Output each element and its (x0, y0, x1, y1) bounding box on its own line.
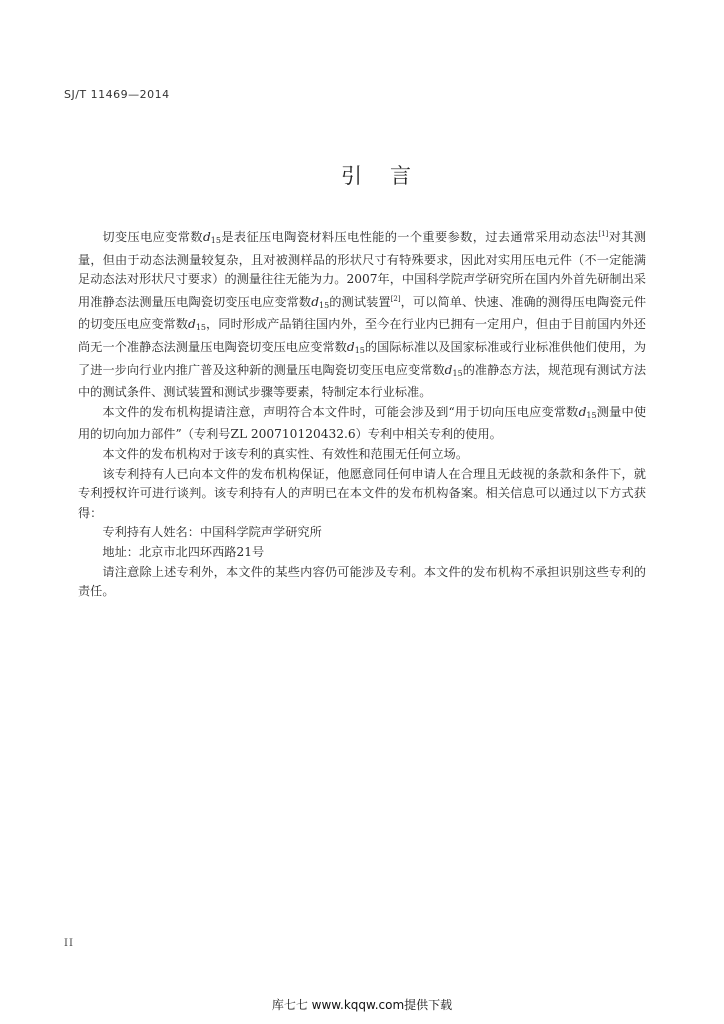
symbol-d: d (444, 362, 453, 377)
symbol-d: d (188, 317, 196, 332)
reference-marker: [1] (598, 230, 609, 238)
text-run: 测量中使用的切向加力部件”（专利号ZL 200710120432.6）专利中相关专利的使用。 (78, 404, 647, 442)
symbol-subscript: 15 (210, 236, 221, 245)
reference-marker: [2] (390, 294, 401, 303)
symbol-subscript: 15 (319, 300, 330, 310)
paragraph-address: 地址：北京市北四环西路21号 (102, 544, 265, 559)
section-title: 引言 (341, 164, 439, 188)
paragraph-other-patents: 请注意除上述专利外，本文件的某些内容仍可能涉及专利。本文件的发布机构不承担识别这些专利的责任。 (78, 564, 646, 599)
paragraph-patent-holder-name: 专利持有人姓名：中国科学院声学研究所 (102, 525, 322, 540)
symbol-subscript: 15 (586, 410, 597, 420)
symbol-d: d (346, 339, 355, 354)
text-run: 切变压电应变常数 (102, 230, 203, 244)
paragraph-patent-holder-guarantee: 该专利持有人已向本文件的发布机构保证，他愿意同任何申请人在合理且无歧视的条款和条件下，就专利授权许可进行谈判。该专利持有人的声明已在本文件的发布机构备案。相关信息可以通过以下方式获得： (78, 466, 646, 520)
page-number: II (64, 938, 74, 949)
text-run: ，同时形成产品销往国内外，至今在行业内已拥有一定用户，但由于目前国内外还尚无一个准静态法测量压电陶瓷切变压电应变常数 (78, 317, 646, 354)
text-run: 的测试装置 (329, 294, 391, 309)
text-run: 本文件的发布机构提请注意，声明符合本文件时，可能会涉及到“用于切向压电应变常数 (102, 404, 579, 419)
symbol-d: d (578, 404, 587, 419)
text-run: ，可以简单、快速、准确的测得压电陶瓷元件的切变压电应变常数 (78, 294, 647, 332)
text-run: 的国际标准以及国家标准或行业标准供他们使用，为了进一步向行业内推广普及这种新的测量压电陶瓷切变压电应变常数 (78, 339, 647, 377)
standard-code: SJ/T 11469—2014 (64, 88, 170, 101)
symbol-d: d (202, 230, 211, 244)
paragraph-patent-notice (78, 403, 646, 445)
paragraph-intro (78, 225, 646, 403)
text-run: 的准静态方法，规范现有测试方法中的测试条件、测试装置和测试步骤等要素，特制定本行业标准。 (78, 362, 647, 400)
text-run: 对其测量，但由于动态法测量较复杂，且对被测样品的形状尺寸有特殊要求，因此对实用压电元件（不一定能满足动态法对形状尺寸要求）的测量往往无能为力。2007年，中国科学院声学研究所在国内外首先研制出采用准静态法测量压电陶瓷切变压电应变常数 (78, 230, 647, 309)
symbol-subscript: 15 (195, 323, 206, 333)
symbol-subscript: 15 (452, 368, 463, 378)
symbol-subscript: 15 (354, 345, 365, 355)
text-run: 是表征压电陶瓷材料压电性能的一个重要参数，过去通常采用动态法 (220, 230, 599, 244)
paragraph-no-position: 本文件的发布机构对于该专利的真实性、有效性和范围无任何立场。 (102, 446, 469, 461)
download-footer: 库七七 www.kqqw.com提供下载 (271, 998, 453, 1012)
symbol-d: d (311, 294, 319, 309)
document-body (78, 225, 646, 602)
